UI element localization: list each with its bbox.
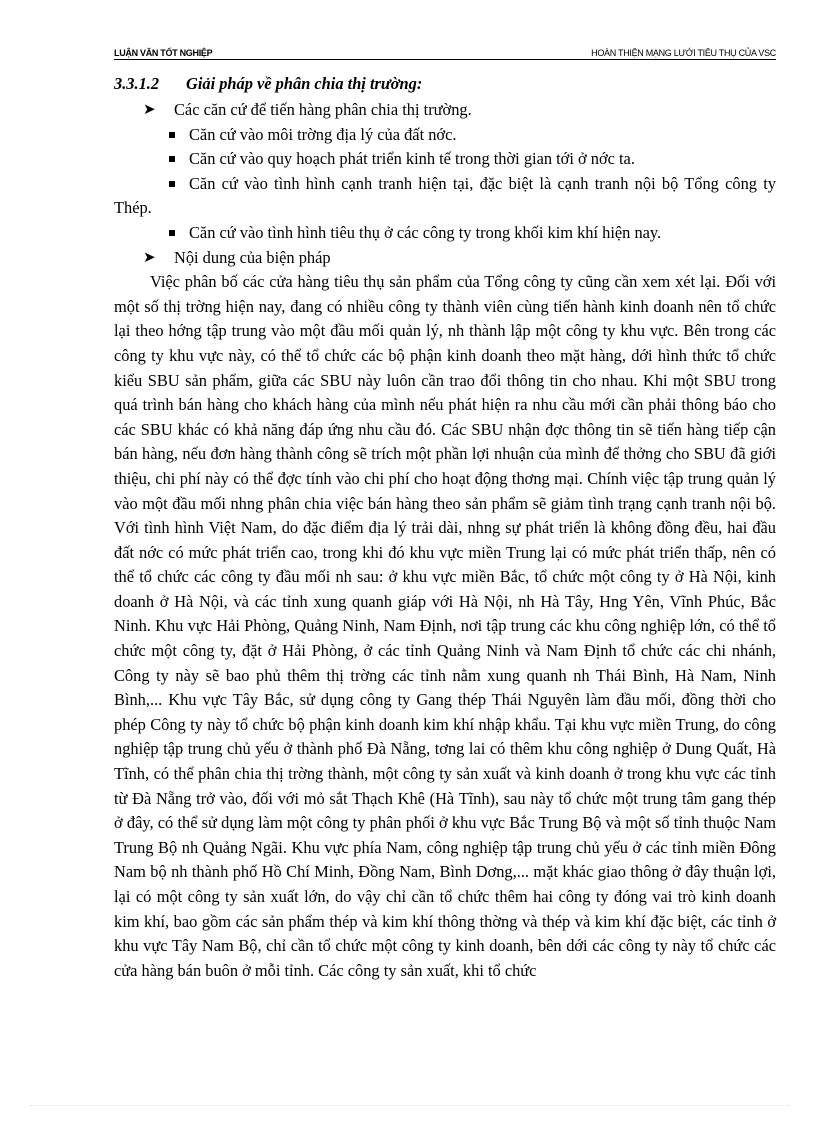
list-item: [114, 172, 776, 221]
list-item-text: Căn cứ vào tình hình cạnh tranh hiện tại, đặc biệt là cạnh tranh nội bộ Tổng công ty Thép.: [114, 173, 776, 218]
list-item: [114, 221, 776, 246]
square-bullet-icon: [169, 230, 175, 236]
footer-divider: [30, 1105, 790, 1106]
list-item: [114, 147, 776, 172]
list-item-text: Căn cứ vào tình hình tiêu thụ ở các công ty trong khối kim khí hiện nay.: [189, 222, 662, 242]
square-bullet-icon: [169, 156, 175, 162]
list-item: [114, 123, 776, 148]
arrow-bullet-icon: ➤: [143, 102, 156, 118]
header-right-title: HOÀN THIỆN MẠNG LƯỚI TIÊU THỤ CỦA VSC: [591, 48, 776, 58]
bases-heading-text: Các căn cứ để tiến hàng phân chia thị trường.: [174, 100, 472, 119]
list-item-text: Căn cứ vào quy hoạch phát triển kinh tế trong thời gian tới ở nớc ta.: [189, 149, 635, 169]
section-number: 3.3.1.2: [114, 74, 160, 93]
list-item-text: Căn cứ vào môi trờng địa lý của đất nớc.: [189, 124, 457, 144]
header-left-title: LUẬN VĂN TỐT NGHIỆP: [114, 48, 213, 58]
arrow-bullet-icon: ➤: [143, 249, 156, 266]
section-heading: [114, 72, 776, 98]
page-content: [114, 72, 776, 983]
measure-heading-text: Nội dung của biện pháp: [174, 247, 331, 267]
page-header: [114, 45, 776, 60]
section-title: Giải pháp về phân chia thị trường:: [186, 74, 423, 93]
square-bullet-icon: [169, 132, 175, 138]
measure-heading: [114, 246, 776, 271]
bases-heading: [114, 98, 776, 123]
square-bullet-icon: [169, 181, 175, 187]
body-paragraph: Việc phân bố các cửa hàng tiêu thụ sản phẩm của Tổng công ty cũng cần xem xét lại. Đối với một số thị trờng hiện nay, đang có nhiều công ty thành viên cùng tiến hành kinh doanh nên tổ chức lại theo hớng tập trung vào một đầu mối quản lý, nh thành lập một công ty khu vực. Bên trong các công ty khu vực này, có thể tổ chức các bộ phận kinh doanh theo mặt hàng, dới hình thức tổ chức kiểu SBU sản phẩm, giữa các SBU này luôn cần trao đổi thông tin cho nhau. Khi một SBU trong quá trình bán hàng cho khách hàng của mình nếu phát hiện ra nhu cầu mới cần phải thông báo cho các SBU khác có khả năng đáp ứng nhu cầu đó. Các SBU nhận đợc thông tin sẽ tiến hàng tiếp cận bán hàng, nếu đơn hàng thành công sẽ trích một phần lợi nhuận của mình để thởng cho SBU đã giới thiệu, chi phí này có thể đợc tính vào chi phí cho hoạt động thơng mại. Chính việc tập trung quản lý vào một đầu mối nhng phân chia việc bán hàng theo sản phẩm sẽ giảm tình trạng cạnh tranh nội bộ. Với tình hình Việt Nam, do đặc điểm địa lý trải dài, nhng sự phát triển là không đồng đều, hai đầu đất nớc có mức phát triển cao, trong khi đó khu vực miền Trung lại có mức phát triển thấp, nên có thể tổ chức các công ty đầu mối nh sau: ở khu vực miền Bắc, tổ chức một công ty ở Hà Nội, kinh doanh ở Hà Nội, và các tỉnh xung quanh giáp với Hà Nội, nh Hà Tây, Hng Yên, Vĩnh Phúc, Bắc Ninh. Khu vực Hải Phòng, Quảng Ninh, Nam Định, nơi tập trung các khu công nghiệp lớn, có thể tổ chức một công ty, đặt ở Hải Phòng, ở các tỉnh Quảng Ninh và Nam Định tổ chức các chi nhánh, Công ty này sẽ bao phủ thêm thị trờng các tỉnh nằm xung quanh nh Thái Bình, Hà Nam, Ninh Bình,... Khu vực Tây Bắc, sử dụng công ty Gang thép Thái Nguyên làm đầu mối, đồng thời cho phép Công ty này tổ chức bộ phận kinh doanh kim khí nhập khẩu. Tại khu vực miền Trung, do công nghiệp tập trung chủ yếu ở thành phố Đà Nẵng, tơng lai có thêm khu công nghiệp ở Dung Quất, Hà Tĩnh, có thể phân chia thị trờng thành, một công ty sản xuất và kinh doanh ở trong khu vực các tỉnh từ Đà Nẵng trở vào, đối với mỏ sắt Thạch Khê (Hà Tĩnh), sau này tổ chức một trung tâm gang thép ở đây, có thể sử dụng làm một công ty phân phối ở khu vực Bắc Trung Bộ và một số tỉnh thuộc Nam Trung Bộ nh Quảng Ngãi. Khu vực phía Nam, công nghiệp tập trung chủ yếu ở các tỉnh miền Đông Nam bộ nh thành phố Hồ Chí Minh, Đồng Nam, Bình Dơng,... mặt khác giao thông ở đây thuận lợi, lại có một công ty sản xuất lớn, do vậy chỉ cần tổ chức thêm hai công ty đóng vai trò kinh doanh kim khí, bao gồm các sản phẩm thép và kim khí thông thờng và thép và kim khí đặc biệt, các tỉnh ở khu vực Tây Nam Bộ, chỉ cần tổ chức một công ty kinh doanh, bên dới các công ty này tổ chức các cửa hàng bán buôn ở mỗi tỉnh. Các công ty sản xuất, khi tổ chức: [114, 272, 776, 980]
